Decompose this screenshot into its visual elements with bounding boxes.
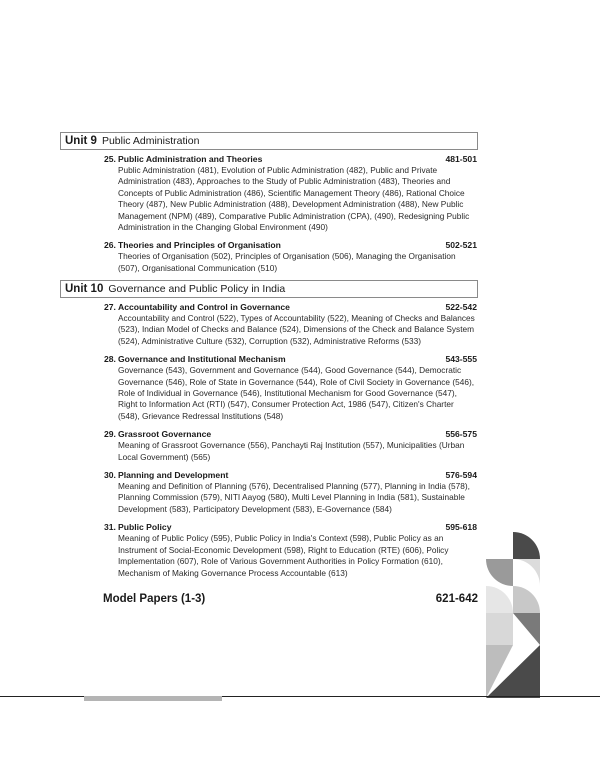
chapter-number: 30. bbox=[104, 470, 116, 481]
unit-9-chapters bbox=[104, 154, 477, 281]
chapter-pages: 481-501 bbox=[445, 154, 477, 164]
chapter-number: 28. bbox=[104, 354, 116, 365]
chapter-title: Governance and Institutional Mechanism bbox=[118, 354, 286, 365]
unit-9-header bbox=[60, 132, 478, 150]
chapter-topics: Accountability and Control (522), Types of Accountability (522), Meaning of Checks and Balances (523), Indian Model of Checks and Balance (524), Dimensions of the Check and Balance System (524), Administrative Culture (532), Corruption (532), Administrative Reforms (533) bbox=[118, 313, 475, 346]
model-papers-title: Model Papers (1-3) bbox=[103, 593, 206, 605]
chapter-title: Theories and Principles of Organisation bbox=[118, 240, 281, 251]
quarter-circle-shape bbox=[486, 586, 513, 613]
decorative-shapes bbox=[486, 532, 540, 698]
chapter-topics: Meaning and Definition of Planning (576), Decentralised Planning (577), Planning in India (578), Planning Commission (579), NITI Aayog (580), Multi Level Planning in India (581), Sustainable Development (583), Participatory Development (583), E-Governance (584) bbox=[118, 481, 470, 514]
chapter-28 bbox=[104, 354, 477, 422]
chapter-topics: Meaning of Public Policy (595), Public Policy in India's Context (598), Public Policy as an Instrument of Social-Economic Development (598), Right to Education (RTE) (606), Policy Implementation (607), Role of Various Government Authorities in Policy Formation (610), Mechanism of Making Governance Process Accountable (613) bbox=[118, 533, 449, 578]
unit-10-chapters bbox=[104, 302, 477, 586]
chapter-25 bbox=[104, 154, 477, 233]
quarter-circle-shape bbox=[513, 559, 540, 586]
chapter-topics: Public Administration (481), Evolution of Public Administration (482), Public and Private Administration (483), Approaches to the Study of Public Administration (483), Theories and Concepts of Public Administration (486), Scientific Management Theory (486), Rational Choice Theory (487), New Public Administration (488), Development Administration (488), New Public Management (NPM) (489), Comparative Public Administration (CPA), (490), Redesigning Public Administration in the Changing Global Environment (490) bbox=[118, 165, 470, 233]
chapter-pages: 556-575 bbox=[445, 429, 477, 440]
chapter-topics: Meaning of Grassroot Governance (556), Panchayti Raj Institution (557), Municipalities (Urban Local Government) (565) bbox=[118, 440, 465, 462]
quarter-circle-shape bbox=[486, 559, 513, 586]
chapter-title: Public Administration and Theories bbox=[118, 154, 263, 164]
triangle-shape bbox=[513, 613, 540, 645]
chapter-pages: 595-618 bbox=[445, 522, 477, 533]
chapter-pages: 502-521 bbox=[445, 240, 477, 251]
chapter-number: 29. bbox=[104, 429, 116, 440]
chapter-26 bbox=[104, 240, 477, 274]
chapter-number: 31. bbox=[104, 522, 116, 533]
chapter-27 bbox=[104, 302, 477, 347]
chapter-title: Grassroot Governance bbox=[118, 429, 212, 440]
unit-10-header bbox=[60, 280, 478, 298]
chapter-number: 25. bbox=[104, 154, 116, 164]
unit-title: Public Administration bbox=[101, 135, 200, 147]
unit-label: Unit 10 bbox=[65, 283, 104, 295]
model-papers-entry bbox=[103, 593, 478, 605]
model-papers-pages: 621-642 bbox=[435, 593, 478, 605]
chapter-pages: 576-594 bbox=[445, 470, 477, 481]
chapter-number: 27. bbox=[104, 302, 116, 312]
unit-title: Governance and Public Policy in India bbox=[108, 283, 286, 295]
chapter-topics: Governance (543), Government and Governance (544), Good Governance (544), Democratic Governance (546), Role of State in Governance (544), Role of Civil Society in Governance (546), Role of Individual in Governance (546), Institutional Mechanism for Good Governance (547), Right to Information Act (RTI) (547), Consumer Protection Act, 1986 (547), Citizen's Charter (548), Grievance Redressal Institutions (548) bbox=[118, 365, 475, 421]
chapter-29 bbox=[104, 429, 477, 463]
quarter-circle-shape bbox=[513, 532, 540, 559]
quarter-circle-shape bbox=[513, 586, 540, 613]
chapter-number: 26. bbox=[104, 240, 116, 251]
chapter-31 bbox=[104, 522, 477, 579]
footer-bar bbox=[84, 696, 222, 701]
chapter-pages: 543-555 bbox=[445, 354, 477, 365]
unit-label: Unit 9 bbox=[65, 135, 97, 147]
rect-shape bbox=[486, 613, 513, 645]
chapter-pages: 522-542 bbox=[445, 302, 477, 312]
chapter-title: Accountability and Control in Governance bbox=[118, 302, 290, 312]
chapter-topics: Theories of Organisation (502), Principles of Organisation (506), Managing the Organisation (507), Organisational Communication (510) bbox=[118, 251, 456, 273]
chapter-title: Public Policy bbox=[118, 522, 172, 533]
chapter-title: Planning and Development bbox=[118, 470, 229, 481]
chapter-30 bbox=[104, 470, 477, 515]
